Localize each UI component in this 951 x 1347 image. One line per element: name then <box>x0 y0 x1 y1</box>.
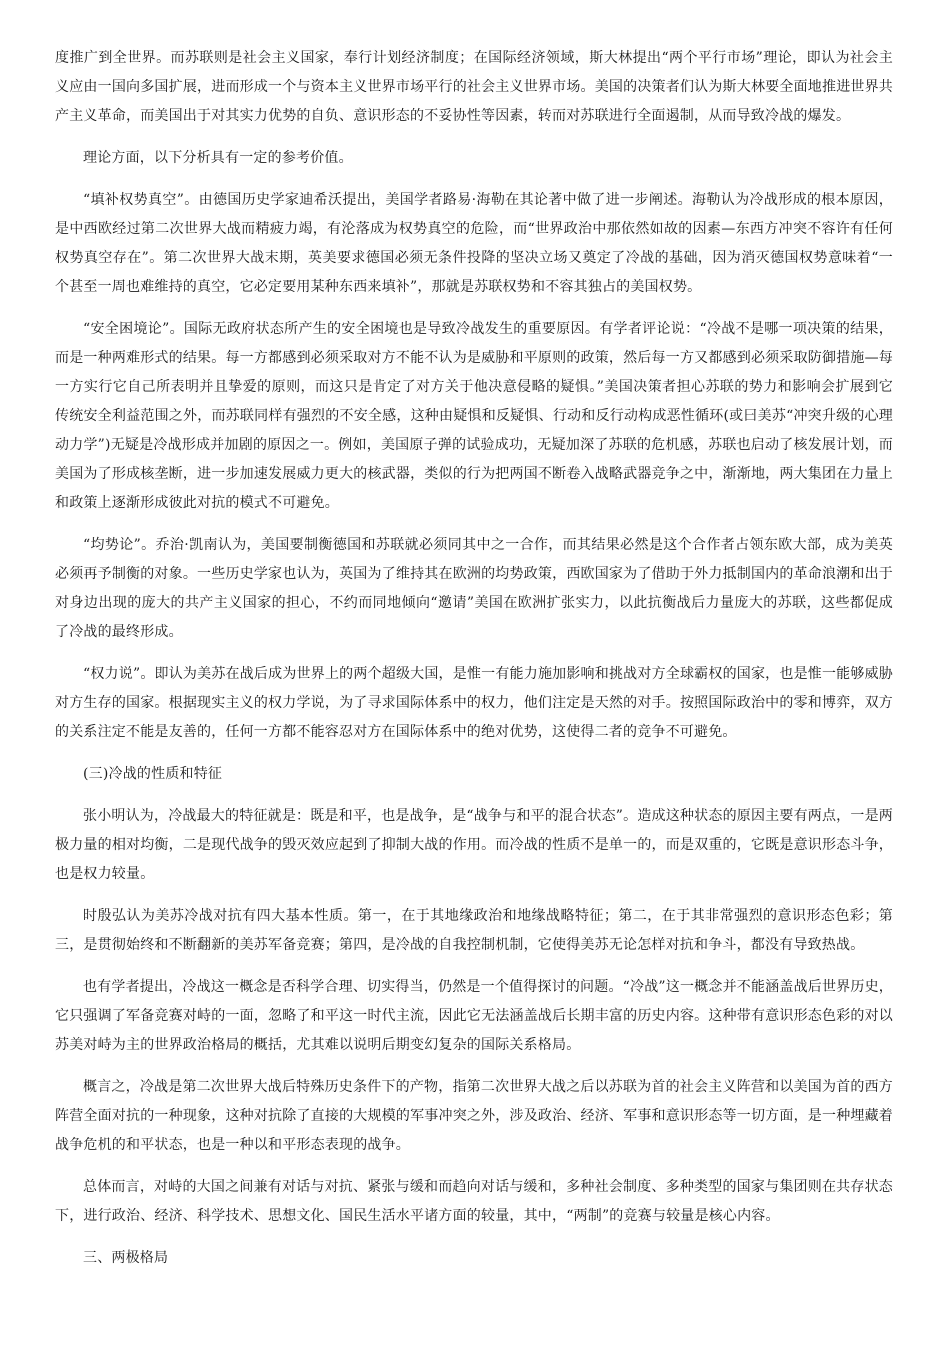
paragraph-power-theory: “权力说”。即认为美苏在战后成为世界上的两个超级大国，是惟一有能力施加影响和挑战对方全球霸权的国家，也是惟一能够威胁对方生存的国家。根据现实主义的权力学说，为了寻求国际体系中的权力，他们注定是天然的对手。按照国际政治中的零和博弈，双方的关系注定不能是友善的，任何一方都不能容忍对方在国际体系中的绝对优势，这使得二者的竞争不可避免。 <box>55 666 893 740</box>
paragraph-continuation: 度推广到全世界。而苏联则是社会主义国家，奉行计划经济制度；在国际经济领域，斯大林提出“两个平行市场”理论，即认为社会主义应由一国向多国扩展，进而形成一个与资本主义世界市场平行的社会主义世界市场。美国的决策者们认为斯大林要全面地推进世界共产主义革命，而美国出于对其实力优势的自负、意识形态的不妥协性等因素，转而对苏联进行全面遏制，从而导致冷战的爆发。 <box>55 50 893 124</box>
paragraph-summary: 概言之，冷战是第二次世界大战后特殊历史条件下的产物，指第二次世界大战之后以苏联为首的社会主义阵营和以美国为首的西方阵营全面对抗的一种现象，这种对抗除了直接的大规模的军事冲突之外，涉及政治、经济、军事和意识形态等一切方面，是一种埋藏着战争危机的和平状态，也是一种以和平形态表现的战争。 <box>55 1079 893 1153</box>
document-page <box>55 44 893 1286</box>
paragraph-theory-intro: 理论方面，以下分析具有一定的参考价值。 <box>83 150 353 166</box>
paragraph-shi-yinhong: 时殷弘认为美苏冷战对抗有四大基本性质。第一，在于其地缘政治和地缘战略特征；第二，在于其非常强烈的意识形态色彩；第三，是贯彻始终和不断翻新的美苏军备竞赛；第四，是冷战的自我控制机制，它使得美苏无论怎样对抗和争斗，都没有导致热战。 <box>55 908 893 953</box>
paragraph-zhang-xiaoming: 张小明认为，冷战最大的特征就是：既是和平，也是战争，是“战争与和平的混合状态”。造成这种状态的原因主要有两点，一是两极力量的相对均衡，二是现代战争的毁灭效应起到了抑制大战的作用。而冷战的性质不是单一的，而是双重的，它既是意识形态斗争，也是权力较量。 <box>55 808 893 882</box>
paragraph-concept-critique: 也有学者提出，冷战这一概念是否科学合理、切实得当，仍然是一个值得探讨的问题。“冷战”这一概念并不能涵盖战后世界历史，它只强调了军备竞赛对峙的一面，忽略了和平这一时代主流，因此它无法涵盖战后长期丰富的历史内容。这种带有意识形态色彩的对以苏美对峙为主的世界政治格局的概括，尤其难以说明后期变幻复杂的国际关系格局。 <box>55 979 893 1053</box>
paragraph-balance-of-power: “均势论”。乔治·凯南认为，美国要制衡德国和苏联就必须同其中之一合作，而其结果必然是这个合作者占领东欧大部，成为美英必须再予制衡的对象。一些历史学家也认为，英国为了维持其在欧洲的均势政策，西欧国家为了借助于外力抵制国内的革命浪潮和出于对身边出现的庞大的共产主义国家的担心，不约而同地倾向“邀请”美国在欧洲扩张实力，以此抗衡战后力量庞大的苏联，这些都促成了冷战的最终形成。 <box>55 537 893 640</box>
section-heading-nature: (三)冷战的性质和特征 <box>83 766 223 782</box>
paragraph-power-vacuum: “填补权势真空”。由德国历史学家迪希沃提出，美国学者路易·海勒在其论著中做了进一步阐述。海勒认为冷战形成的根本原因，是中西欧经过第二次世界大战而精疲力竭，有沦落成为权势真空的危险，而“世界政治中那依然如故的因素—东西方冲突不容许有任何权势真空存在”。第二次世界大战末期，英美要求德国必须无条件投降的坚决立场又奠定了冷战的基础，因为消灭德国权势意味着“一个甚至一周也难维持的真空，它必定要用某种东西来填补”，那就是苏联权势和不容其独占的美国权势。 <box>55 192 893 295</box>
section-heading-bipolar: 三、两极格局 <box>83 1250 169 1266</box>
paragraph-overall: 总体而言，对峙的大国之间兼有对话与对抗、紧张与缓和而趋向对话与缓和，多种社会制度、多种类型的国家与集团则在共存状态下，进行政治、经济、科学技术、思想文化、国民生活水平诸方面的较量，其中，“两制”的竞赛与较量是核心内容。 <box>55 1179 893 1224</box>
paragraph-security-dilemma: “安全困境论”。国际无政府状态所产生的安全困境也是导致冷战发生的重要原因。有学者评论说：“冷战不是哪一项决策的结果，而是一种两难形式的结果。每一方都感到必须采取对方不能不认为是威胁和平原则的政策，然后每一方又都感到必须采取防御措施—每一方实行它自己所表明并且挚爱的原则，而这只是肯定了对方关于他决意侵略的疑惧。”美国决策者担心苏联的势力和影响会扩展到它传统安全利益范围之外，而苏联同样有强烈的不安全感，这种由疑惧和反疑惧、行动和反行动构成恶性循环(或曰美苏“冲突升级的心理动力学”)无疑是冷战形成并加剧的原因之一。例如，美国原子弹的试验成功，无疑加深了苏联的危机感，苏联也启动了核发展计划，而美国为了形成核垄断，进一步加速发展威力更大的核武器，类似的行为把两国不断卷入战略武器竞争之中，渐渐地，两大集团在力量上和政策上逐渐形成彼此对抗的模式不可避免。 <box>55 321 893 511</box>
